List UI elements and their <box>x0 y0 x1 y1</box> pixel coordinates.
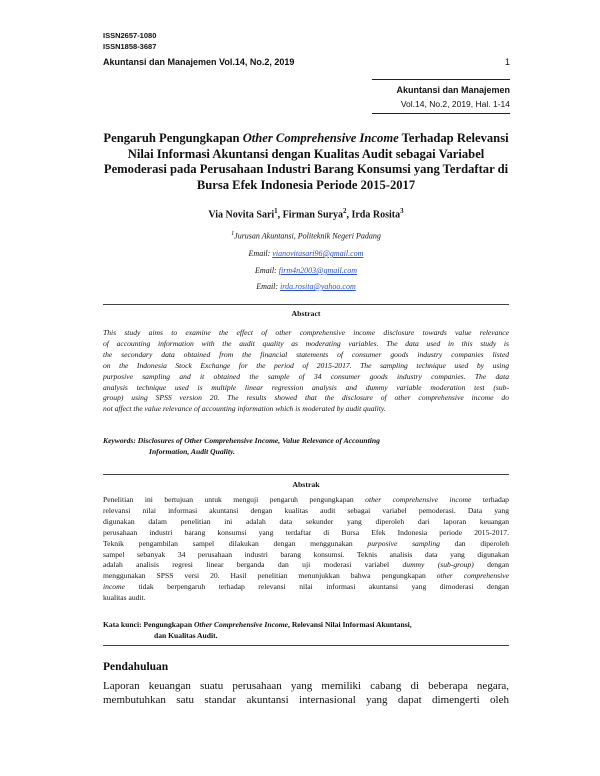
email-line-2: Email: firm4n2003@gmail.com <box>254 266 358 275</box>
author-1: Via Novita Sari <box>208 209 275 221</box>
abstrak-divider <box>103 474 509 475</box>
kata-kunci: Kata kunci: Pengungkapan Other Comprehensive Income, Relevansi Nilai Informasi Akuntansi, dan Kualitas Audit. <box>103 620 412 640</box>
author-3: Irda Rosita <box>351 209 401 221</box>
intro-paragraph: Laporan keuangan suatu perusahaan yang memiliki cabang di beberapa negara, membutuhkan satu standar akuntansi internasional yang dapat dimengerti oleh <box>103 680 509 706</box>
section-heading-pendahuluan: Pendahuluan <box>103 661 169 673</box>
email-line-3: Email: irda.rosita@yahoo.com <box>256 282 356 291</box>
header-rule-bottom <box>372 113 510 114</box>
keywords: Keywords: Disclosures of Other Comprehensive Income, Value Relevance of Accounting Information, Audit Quality. <box>103 436 380 456</box>
abstract-divider <box>103 304 509 305</box>
issn-print: ISSN1858-3687 <box>103 42 157 51</box>
journal-volume: Vol.14, No.2, 2019, Hal. 1-14 <box>400 99 510 109</box>
issn-online: ISSN2657-1080 <box>103 31 157 40</box>
journal-name: Akuntansi dan Manajemen <box>396 85 510 95</box>
abstrak-body: Penelitian ini bertujuan untuk menguji pengaruh pengungkapan other comprehensive income terhadap relevansi nilai informasi akuntansi dengan kualitas audit sebagai variabel pemoderasi. Data yang digunakan dalam penelitian ini adalah data sekunder yang diperoleh dari laporan keuangan perusahaan industri barang konsumsi yang terdaftar di Bursa Efek Indonesia periode 2015-2017. Teknik pengambilan sampel dilakukan dengan menggunakan purposive sampling dan diperoleh sampel sebanyak 34 perusahaan industri barang konsumsi. Teknis analisis data yang digunakan adalah analisis regresi linear berganda dan uji moderasi variabel dummy (sub-group) dengan menggunakan SPSS versi 20. Hasil penelitian menunjukkan bahwa pengungkapan other comprehensive income tidak berpengaruh terhadap relevansi nilai informasi akuntansi yang dimoderasi dengan kualitas audit. <box>103 495 510 603</box>
header-rule-top <box>372 79 510 80</box>
email-link-3[interactable]: irda.rosita@yahoo.com <box>280 282 356 291</box>
affiliation: $^1$Jurusan Akuntansi, Politeknik Negeri Padang <box>231 231 381 241</box>
email-link-1[interactable]: vianovitasari96@gmail.com <box>272 249 364 258</box>
abstrak-heading: Abstrak <box>292 480 320 489</box>
abstract-body: This study aims to examine the effect of other comprehensive income disclosure towards value relevance of accounting information with the audit quality as moderating variables. The data used in this study is the secondary data obtained from the financial statements of consumer goods industry companies listed on the Indonesia Stock Exchange for the period of 2015-2017. The sampling technique used by using purposive sampling and it obtained the sample of 34 consumer goods industry companies. The data analysis technique used is multiple linear regression analysis and dummy variable moderation test (sub- group) using SPSS version 20. The results showed that the disclosure of other comprehensive income do not affect the value relevance of accounting information which is moderated by audit quality. <box>103 328 509 414</box>
author-2: Firman Surya <box>282 209 343 221</box>
paper-title: Pengaruh Pengungkapan Other Comprehensive Income Terhadap Relevansi Nilai Informasi Akuntansi dengan Kualitas Audit sebagai Variabel Pemoderasi pada Perusahaan Industri Barang Konsumsi yang Terdaftar di Bursa Efek Indonesia Periode 2015-2017 <box>103 131 509 192</box>
email-link-2[interactable]: firm4n2003@gmail.com <box>278 266 358 275</box>
running-head: Akuntansi dan Manajemen Vol.14, No.2, 2019 <box>103 57 295 67</box>
abstrak-bottom-divider <box>103 645 509 646</box>
abstract-heading: Abstract <box>291 309 321 318</box>
email-line-1: Email: vianovitasari96@gmail.com <box>248 249 364 258</box>
page-number: 1 <box>504 57 510 67</box>
author-list: Via Novita Sari$^1$, Firman Surya$^2$, Irda Rosita$^3$ <box>208 207 404 221</box>
title-italic: Other Comprehensive Income <box>242 131 399 145</box>
